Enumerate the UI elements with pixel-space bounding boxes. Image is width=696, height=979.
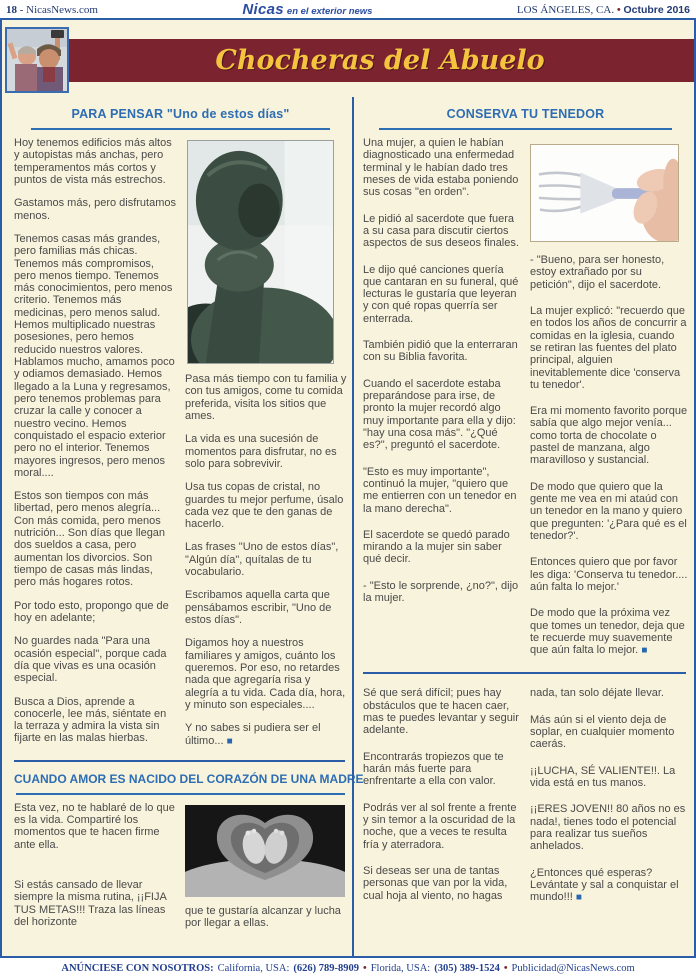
paragraph [530,867,688,904]
bullet-separator: • [363,963,367,974]
paragraph: ¡¡LUCHA, SÉ VALIENTE!!. La vida está en tus manos. [530,764,676,789]
brand-tagline: en el exterior news [286,5,373,17]
paragraph-text: Y no sabes si pudiera ser el último... [185,722,321,747]
edition-date: Octubre 2016 [623,3,690,16]
section-divider [363,672,686,674]
heading-underline [31,128,331,130]
paragraph: - "Bueno, para ser honesto, estoy extrañado por su petición", dijo el sacerdote. [530,254,665,291]
madre-col2 [185,802,347,941]
site-name: - NicasNews.com [19,3,98,16]
paragraph: Si estás cansado de llevar siempre la misma rutina, ¡¡FIJA TUS METAS!!! Traza las líneas del horizonte [14,879,167,928]
footer-contact2: Florida, USA: [370,963,431,974]
paragraph: Gastamos más, pero disfrutamos menos. [14,197,177,222]
lucha-columns [363,687,688,917]
paragraph: Más aún si el viento deja de soplar, en cualquier momento caerás. [530,713,675,751]
tenedor-columns [363,137,688,670]
bullet-separator: • [503,963,508,974]
page-number-site [6,4,98,16]
main-content [2,97,694,956]
paragraph: Encontrarás tropiezos que te harán más fuerte para enfrentarte a ella con valor. [363,750,504,788]
paragraph: Le pidió al sacerdote que fuera a su casa para discutir ciertos aspectos de sus deseos finales. [363,212,519,250]
footer-phone1: (626) 789-8909 [293,963,360,974]
brand-logo: Nicas [242,0,284,18]
madre-columns [14,802,347,941]
footer-email: Publicidad@NicasNews.com [511,963,635,974]
section-title-para-pensar: PARA PENSAR "Uno de estos días" [71,107,290,121]
masthead [2,20,694,97]
elderly-couple-selfie-photo [5,27,69,93]
paragraph: Podrás ver al sol frente a frente y sin temor a la oscuridad de la noche, que a veces te resulta fría y aterradora. [363,801,517,851]
paragraph: ¡¡ERES JOVEN!! 80 años no es nada!, tienes todo el potencial para realizar tus sueños anhelados. [530,803,686,853]
paragraph: El sacerdote se quedó parado mirando a la mujer sin saber qué decir. [363,528,510,566]
para-pensar-header [14,97,347,130]
paragraph: La mujer explicó: "recuerdo que en todos los años de concurrir a comidas en la iglesia, cuando se retiran las fuentes del plato principal, alguien inevitablemente dice 'conserva tu tenedor'. [530,304,687,391]
tenedor-col1 [363,137,521,670]
masthead-banner [66,39,694,82]
paragraph: Estos son tiempos con más libertad, pero menos alegría... Con más comida, pero menos nutrición... Son días que llegan dos sueldos a casa, pero aumentan los divorcios. Son tiempo de casas más lindas, pero más hogares rotos. [14,490,166,589]
footer-phone2: (305) 389-1524 [434,963,500,974]
newspaper-brand [242,1,372,19]
top-bar [0,0,696,18]
paragraph-text: ¿Entonces qué esperas? Levántate y sal a conquistar el mundo!!! [530,866,679,904]
selfie-illustration [7,29,67,91]
end-square-icon: ■ [226,735,233,747]
paragraph: Sé que será difícil; pues hay obstáculos que te hacen caer, mas te puedes levantar y seguir adelante. [363,687,519,737]
heading-underline [379,128,672,130]
section-title-tenedor: CONSERVA TU TENEDOR [446,107,605,121]
page-frame [0,18,696,958]
paragraph: "Esto es muy importante", continuó la mujer, "quiero que me entierren con un tenedor en la mano derecha". [363,465,517,515]
paragraph [530,607,688,656]
paragraph: No guardes nada "Para una ocasión especial", porque cada día que vivas es una ocasión especial. [14,635,167,685]
advertising-footer [0,958,696,979]
tenedor-col2 [530,137,688,670]
lucha-col2 [530,687,688,917]
madre-header [14,762,364,795]
paragraph: nada, tan solo déjate llevar. [530,687,664,700]
section-title-madre: CUANDO AMOR ES NACIDO DEL CORAZÓN DE UNA MADRE [14,771,364,786]
paragraph: Cuando el sacerdote estaba preparándose para irse, de pronto la mujer recordó algo muy importante para ella y dijo: "hay una cosa más". "¿Qué es?", preguntó el sacerdote. [363,377,516,452]
paragraph [185,722,347,747]
para-pensar-col1 [14,137,176,758]
paragraph: Escribamos aquella carta que pensábamos escribir, "Uno de estos días". [185,589,332,626]
fork-in-hand-image [530,144,679,242]
paragraph: Entonces quiero que por favor les diga: 'Conserva tu tenedor.... aún falta lo mejor.' [530,556,688,593]
edition-info [517,4,690,16]
footer-contact1: California, USA: [217,963,290,974]
page-number: 18 [6,3,17,16]
paragraph: - "Esto le sorprende, ¿no?", dijo la mujer. [363,579,519,605]
column-title: Chocheras del Abuelo [215,45,545,76]
madre-col1 [14,802,176,941]
paragraph-text: De modo que la próxima vez que tomes un tenedor, deja que te recuerde muy suavemente que aún falta lo mejor. [530,607,685,657]
photo-caption: que te gustaría alcanzar y lucha por llegar a ellas. [185,904,341,930]
paragraph: Usa tus copas de cristal, no guardes tu mejor perfume, úsalo cada vez que te den ganas de hacerlo. [185,481,344,531]
para-pensar-col2 [185,137,347,758]
paragraph: Esta vez, no te hablaré de lo que es la vida. Compartiré los momentos que te hacen firme ante ella. [14,801,175,851]
right-section [352,97,694,956]
edition-location: LOS ÁNGELES, CA. [516,3,615,16]
paragraph: Las frases "Uno de estos días", "Algún día", quítalas de tu vocabulario. [185,541,339,579]
paragraph: Por todo esto, propongo que de hoy en adelante; [14,599,169,624]
tenedor-header [363,97,688,130]
paragraph: Hoy tenemos edificios más altos y autopistas más anchas, pero temperamentos más cortos y puntos de vista más estrechos. [14,137,172,186]
paragraph: La vida es una sucesión de momentos para disfrutar, no es solo para sobrevivir. [185,433,337,470]
paragraph: También pidió que la enterraran con su Biblia favorita. [363,339,518,364]
end-square-icon: ■ [641,645,648,657]
paragraph: Una mujer, a quien le habían diagnosticado una enfermedad terminal y le habían dado tres meses de vida estaba poniendo sus cosas "en orden". [363,137,519,199]
heading-underline [16,793,346,795]
paragraph: Le dijo qué canciones quería que cantaran en su funeral, qué lecturas le gustaría que leyeran y con qué ropas querría ser enterrada. [363,263,519,325]
paragraph: Era mi momento favorito porque sabía que algo mejor venía... como torta de chocolate o pastel de manzana, algo maravilloso y sustancial. [530,405,688,467]
left-section [2,97,364,956]
paragraph: Busca a Dios, aprende a conocerle, lee más, siéntate en la terraza y admira la vista sin fijarte en las malas hierbas. [14,695,167,745]
paragraph: Pasa más tiempo con tu familia y con tus amigos, come tu comida preferida, visita los sitios que ames. [185,373,347,422]
paragraph: Digamos hoy a nuestros familiares y amigos, cuánto los queremos. Por eso, no retardes nada que agregaría risa y alegría a tu vida. Cada día, hora, y minuto son especiales.... [185,637,346,711]
paragraph: Tenemos casas más grandes, pero familias más chicas. Tenemos más compromisos, pero menos tiempo. Tenemos más conocimientos, pero menos criterio. Tenemos más medicinas, pero menos salud. Hemos multiplicado nuestras posesiones, pero hemos reducido nuestros valores. Hablamos mucho, amamos poco y odiamos demasiado. Hemos llegado a la Luna y regresamos, pero tenemos problemas para cruzar la calle y conocer a nuestro vecino. Hemos conquistado el espacio exterior pero no el interior. Tenemos mayores ingresos, pero menos moral.... [14,232,175,479]
lucha-col1 [363,687,521,917]
bullet-separator: • [616,3,621,16]
paragraph: Si deseas ser una de tantas personas que van por la vida, cual hoja al viento, no hagas [363,864,508,902]
thinker-statue-image [187,140,334,364]
paragraph: De modo que quiero que la gente me vea en mi ataúd con un tenedor en la mano y quiero que pregunten: '¿Para qué es el tenedor?'. [530,480,687,542]
footer-label: ANÚNCIESE CON NOSOTROS: [61,963,214,974]
baby-feet-heart-image [185,805,345,897]
para-pensar-columns [14,137,347,758]
end-square-icon: ■ [575,892,582,904]
